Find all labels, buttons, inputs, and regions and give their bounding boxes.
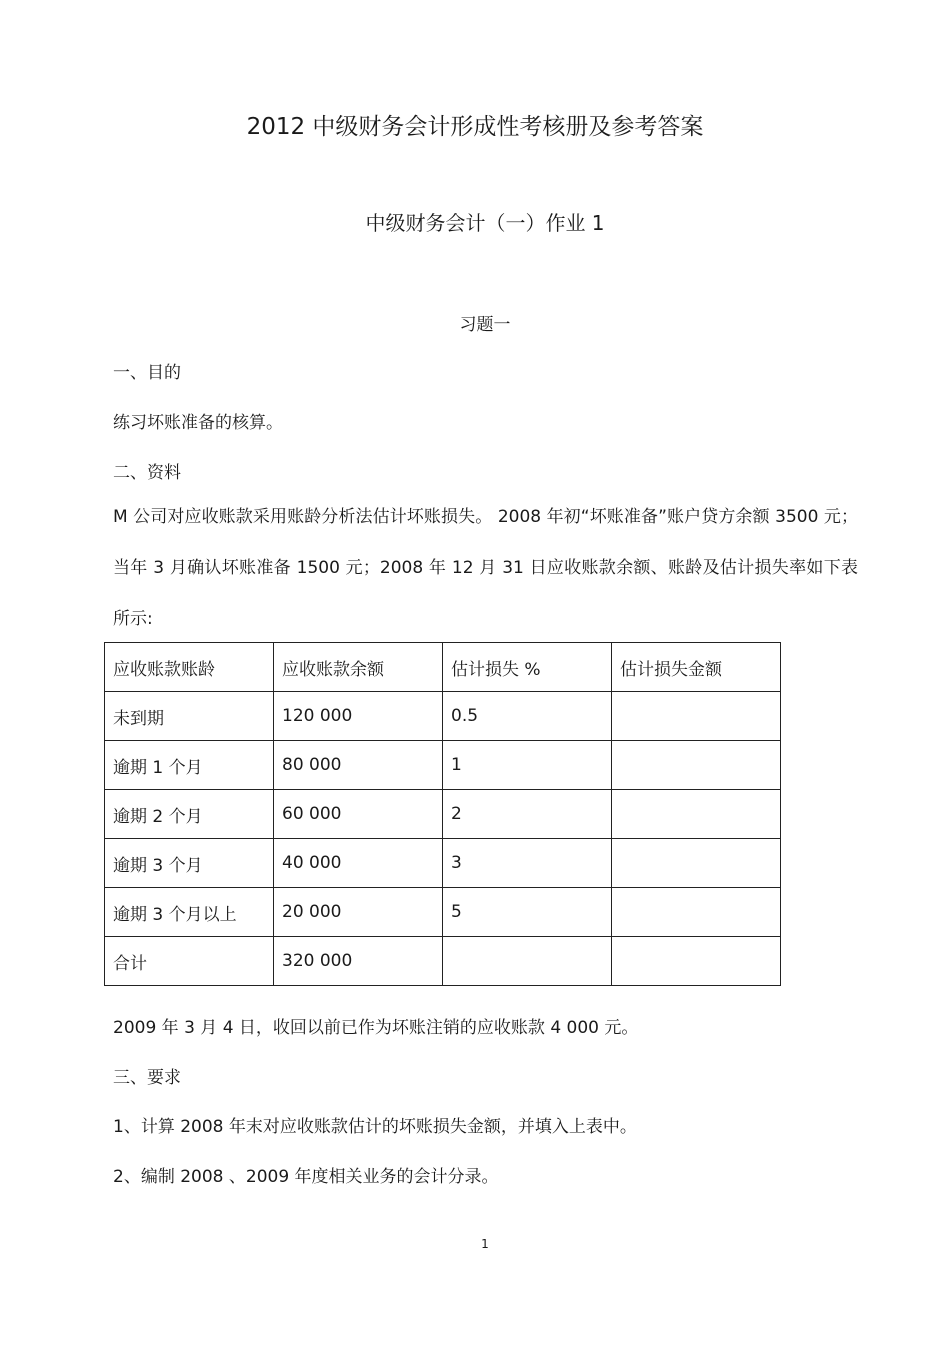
table-cell: 80 000 — [274, 741, 443, 790]
table-header-cell: 估计损失 % — [443, 643, 612, 692]
table-cell: 1 — [443, 741, 612, 790]
document-title: 2012 中级财务会计形成性考核册及参考答案 — [246, 114, 704, 140]
table-cell — [612, 790, 781, 839]
table-header-cell: 应收账款余额 — [274, 643, 443, 692]
table-cell: 40 000 — [274, 839, 443, 888]
table-cell — [612, 888, 781, 937]
section-purpose-heading: 一、目的 — [113, 363, 181, 383]
table-cell — [612, 839, 781, 888]
aging-table — [104, 642, 781, 986]
requirement-2: 2、编制 2008 、2009 年度相关业务的会计分录。 — [113, 1167, 499, 1187]
assignment-subtitle: 中级财务会计（一）作业 1 — [365, 211, 605, 235]
table-header-cell: 应收账款账龄 — [105, 643, 274, 692]
table-cell: 2 — [443, 790, 612, 839]
section-requirements-heading: 三、要求 — [113, 1068, 181, 1088]
table-cell: 合计 — [105, 937, 274, 986]
table-row — [105, 937, 781, 986]
table-cell — [612, 937, 781, 986]
table-cell — [443, 937, 612, 986]
table-row — [105, 888, 781, 937]
table-cell: 逾期 1 个月 — [105, 741, 274, 790]
section-material-heading: 二、资料 — [113, 463, 181, 483]
section-purpose-text: 练习坏账准备的核算。 — [113, 413, 283, 433]
table-cell: 0.5 — [443, 692, 612, 741]
table-header-row — [105, 643, 781, 692]
table-header-cell: 估计损失金额 — [612, 643, 781, 692]
table-cell: 60 000 — [274, 790, 443, 839]
table-cell: 3 — [443, 839, 612, 888]
table-row — [105, 790, 781, 839]
table-cell: 20 000 — [274, 888, 443, 937]
table-cell: 逾期 3 个月以上 — [105, 888, 274, 937]
table-cell: 5 — [443, 888, 612, 937]
table-cell: 320 000 — [274, 937, 443, 986]
table-cell — [612, 692, 781, 741]
table-cell — [612, 741, 781, 790]
requirement-1: 1、计算 2008 年末对应收账款估计的坏账损失金额，并填入上表中。 — [113, 1117, 637, 1137]
table-cell: 逾期 2 个月 — [105, 790, 274, 839]
after-table-text: 2009 年 3 月 4 日，收回以前已作为坏账注销的应收账款 4 000 元。 — [113, 1018, 639, 1038]
table-row — [105, 741, 781, 790]
table-cell: 逾期 3 个月 — [105, 839, 274, 888]
table-row — [105, 692, 781, 741]
page-number: 1 — [481, 1237, 489, 1251]
exercise-title: 习题一 — [459, 315, 511, 335]
table-cell: 未到期 — [105, 692, 274, 741]
table-row — [105, 839, 781, 888]
table-cell: 120 000 — [274, 692, 443, 741]
section-material-text: M 公司对应收账款采用账龄分析法估计坏账损失。 2008 年初“坏账准备”账户贷方余额 3500 元；当年 3 月确认坏账准备 1500 元；2008 年 12 月 31 日应收账款余额、账龄及估计损失率如下表所示: — [113, 507, 858, 629]
